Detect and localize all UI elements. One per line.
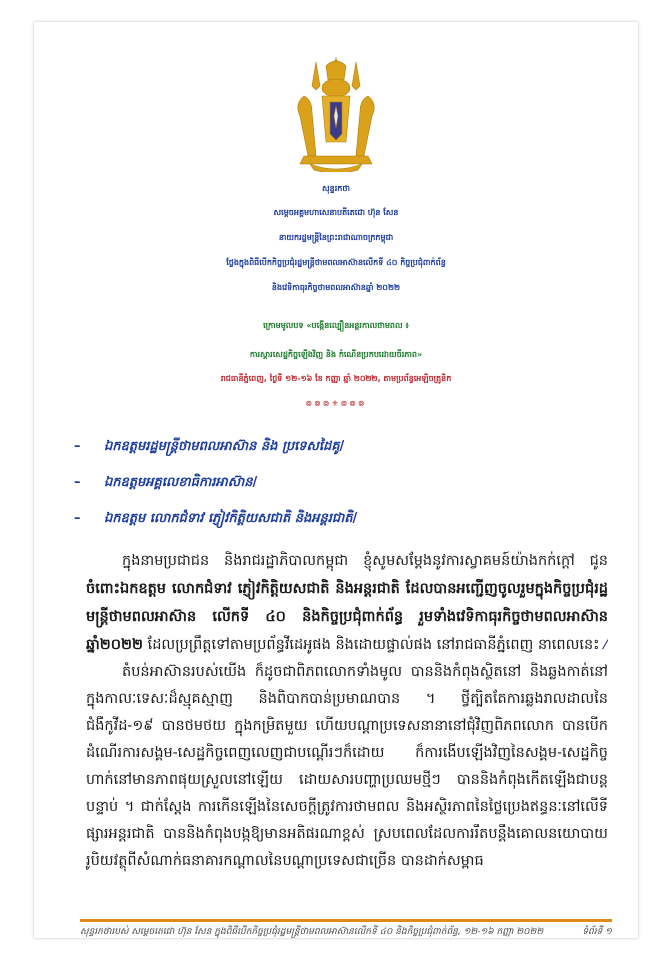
event-line-1: ថ្លែងក្នុងពិធីបើកកិច្ចប្រជុំរដ្ឋមន្ត្រីថាមពលអាស៊ានលើកទី ៤០ កិច្ចប្រជុំពាក់ព័ន្ធ [226,258,446,267]
footer-text: សុន្ទរកថារបស់ សម្តេចតេជោ ហ៊ុន សែន ក្នុងពិធីបើកកិច្ចប្រជុំរដ្ឋមន្ត្រីថាមពលអាស៊ានលើកទី ៤០ និងកិច្ចប្រជុំពាក់ព័ន្ធ, ១២-១៦ កញ្ញា ២០២២ [80,927,544,937]
slash-mark-icon: / [339,439,345,454]
paragraph-1 [86,548,608,659]
paragraph-1-lead: ក្នុងនាមប្រជាជន និងរាជរដ្ឋាភិបាលកម្ពុជា ខ្ញុំសូមសម្តែងនូវការស្វាគមន៍យ៉ាងកក់ក្តៅ ជូន [122,553,608,569]
theme-line-1: ក្រោមមូលបទ «បង្កើនល្បឿនអន្តរកាលថាមពល ៖ [263,321,409,330]
ornament-divider: ៙៙៙⚜៙៙៙ [305,399,367,408]
speech-body [86,548,608,875]
salutation-text: ឯកឧត្តម លោកជំទាវ ភ្ញៀវកិត្តិយសជាតិ និងអន្តរជាតិ [104,511,353,526]
royal-coat-of-arms-emblem [286,56,386,172]
paragraph-2: តំបន់អាស៊ានរបស់យើង ក៏ដូចជាពិភពលោកទាំងមូល បាននិងកំពុងស្ថិតនៅ និងឆ្លងកាត់នៅក្នុងកាលៈទេសៈដ៏ស្មុគស្មាញ និងពិបាកបាន់ប្រមាណបាន ។ ថ្វីត្បិតតែការឆ្លងរាលដាលនៃជំងឺកូវីដ-១៩ បានថមថយ ក្នុងកម្រិតមួយ ហើយបណ្តាប្រទេសនានានៅជុំវិញពិភពលោក បានបើកដំណើរការសង្គម-សេដ្ឋកិច្ចពេញលេញជាបណ្តើរៗក៏ដោយ ក៏ការងើបឡើងវិញនៃសង្គម-សេដ្ឋកិច្ច ហាក់នៅមានភាពផុយស្រួលនៅឡើយ ដោយសារបញ្ហាប្រឈមថ្មីៗ បាននិងកំពុងកើតឡើងជាបន្តបន្ទាប់ ។ ជាក់ស្តែង ការកើនឡើងនៃសេចក្តីត្រូវការថាមពល និងអស្ថិរភាពនៃថ្លៃប្រេងឥន្ធនៈនៅលើទីផ្សារអន្តរជាតិ បាននិងកំពុងបង្កឱ្យមានអតិផរណាខ្ពស់ ស្របពេលដែលការរឹតបន្តឹងគោលនយោបាយរូបិយវត្ថុពីសំណាក់ធនាគារកណ្តាលនៃបណ្តាប្រទេសជាច្រើន បានដាក់សម្ពាធ [86,664,608,869]
event-line-2: និងវេទិកាធុរកិច្ចថាមពលអាស៊ានឆ្នាំ ២០២២ [271,283,401,292]
place-and-date: រាជធានីភ្នំពេញ, ថ្ងៃទី ១២-១៦ ខែ កញ្ញា ឆ្នាំ ២០២២, តាមប្រព័ន្ធអេឡិចត្រូនិក [220,374,452,383]
salutation-list [74,438,594,546]
slash-mark-icon: / [252,475,258,490]
page-number: ទំព័រទី ១ [582,927,612,937]
salutation-item [74,438,594,474]
salutation-text: ឯកឧត្តមរដ្ឋមន្ត្រីថាមពលអាស៊ាន និង ប្រទេសដៃគូ [104,439,340,454]
dash-icon: – [74,475,81,490]
theme-line-2: ការស្តារសេដ្ឋកិច្ចឡើងវិញ និង កំណើនប្រកបដោយចីរភាព» [249,350,423,359]
speech-title: សុន្ទរកថា [322,184,350,193]
paragraph-1-rest: ដែលប្រព្រឹត្តទៅតាមប្រព័ន្ធវីដេអូផង និងដោយផ្ទាល់ផង នៅរាជធានីភ្នំពេញ នាពេលនេះ [147,637,600,653]
salutation-text: ឯកឧត្តមអគ្គលេខាធិការអាស៊ាន [104,475,253,490]
salutation-item [74,510,594,546]
paragraph-1-bold: ចំពោះឯកឧត្តម លោកជំទាវ ភ្ញៀវកិត្តិយសជាតិ និងអន្តរជាតិ ដែលបានអញ្ជើញចូលរួមក្នុងកិច្ចប្រជុំរដ្ឋមន្ត្រីថាមពលអាស៊ាន លើកទី ៤០ និងកិច្ចប្រជុំពាក់ព័ន្ធ រួមទាំងវេទិកាធុរកិច្ចថាមពលអាស៊ានឆ្នាំ២០២២ [86,580,608,653]
slash-mark-icon: ⁄ [599,636,608,653]
footer-divider [80,919,612,922]
dash-icon: – [74,511,81,526]
speaker-name: សម្តេចអគ្គមហាសេនាបតីតេជោ ហ៊ុន សែន [273,208,399,217]
slash-mark-icon: / [352,511,358,526]
speaker-position: នាយករដ្ឋមន្រ្តីនៃព្រះរាជាណាចក្រកម្ពុជា [278,233,394,242]
page-footer [80,926,612,939]
salutation-item [74,474,594,510]
dash-icon: – [74,439,81,454]
